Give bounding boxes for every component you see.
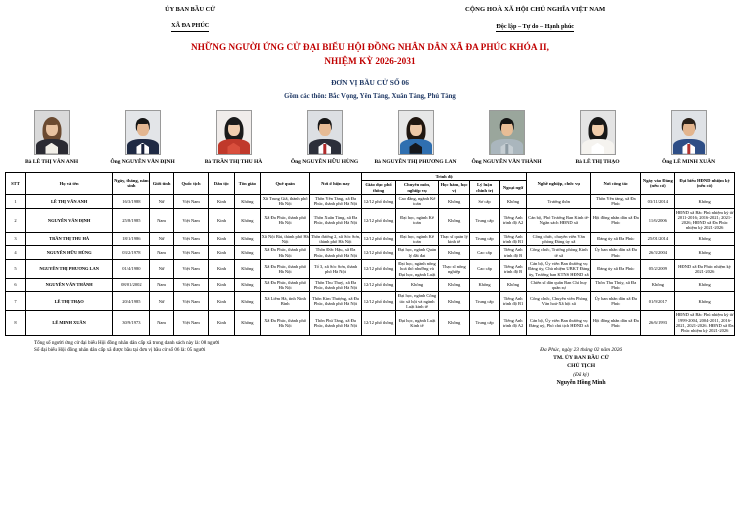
cell-hdnd: HĐND xã Đa Phúc nhiệm kỳ 2021-2026 bbox=[675, 259, 735, 278]
cell-hometown: Xã Đa Phúc, thành phố Hà Nội bbox=[261, 259, 310, 278]
candidate-photo-cell bbox=[643, 110, 734, 166]
cell-hometown: Xã Trung Giã, thành phố Hà Nội bbox=[261, 194, 310, 208]
col-profession: Chuyên môn, nghiệp vụ bbox=[396, 181, 438, 195]
signature-organization: TM. ỦY BAN BẦU CỬ bbox=[553, 354, 610, 361]
table-row bbox=[6, 292, 735, 311]
candidate-portrait bbox=[307, 110, 343, 155]
cell-ethnicity: Kinh bbox=[209, 311, 234, 335]
cell-job: Cán bộ, Ủy viên Ban thường vụ Đảng uỷ, Phó chủ tịch HĐND xã bbox=[527, 311, 591, 335]
cell-political: Sơ cấp bbox=[470, 194, 499, 208]
cell-profession: Không bbox=[396, 278, 438, 292]
cell-sex: Nam bbox=[150, 246, 173, 260]
table-row bbox=[6, 208, 735, 232]
candidate-table bbox=[5, 172, 735, 336]
col-residence: Nơi ở hiện nay bbox=[310, 172, 362, 194]
cell-name: LÊ MINH XUÂN bbox=[25, 311, 112, 335]
cell-dob: 20/4/1985 bbox=[113, 292, 150, 311]
cell-job: Cán bộ, Phó Trưởng Ban Kinh tế-Ngân sách HĐND xã bbox=[527, 208, 591, 232]
cell-education: 12/12 phổ thông bbox=[361, 259, 395, 278]
cell-education: 12/12 phổ thông bbox=[361, 246, 395, 260]
cell-nationality: Việt Nam bbox=[173, 208, 209, 232]
cell-political: Trung cấp bbox=[470, 292, 499, 311]
cell-party-date: 11/6/2006 bbox=[641, 208, 675, 232]
candidate-photo-name: Ông NGUYỄN HỮU HÙNG bbox=[290, 158, 359, 165]
cell-dob: 25/8/1985 bbox=[113, 208, 150, 232]
col-group-level: Trình độ bbox=[361, 172, 527, 180]
cell-stt: 5 bbox=[6, 259, 26, 278]
candidate-photo-cell bbox=[461, 110, 552, 166]
cell-party-date: 05/2/2009 bbox=[641, 259, 675, 278]
col-hdnd-term: Đại biểu HĐND nhiệm kỳ (nếu có) bbox=[675, 172, 735, 194]
col-workplace: Nơi công tác bbox=[591, 172, 641, 194]
cell-dob: 03/2/1978 bbox=[113, 246, 150, 260]
summary-notes bbox=[6, 340, 428, 355]
cell-religion: Không bbox=[234, 259, 261, 278]
cell-residence: Tổ 3, xã Sóc Sơn, thành phố Hà Nội bbox=[310, 259, 362, 278]
cell-political: Cao cấp bbox=[470, 259, 499, 278]
cell-profession: Đại học, ngành Kế toán bbox=[396, 232, 438, 246]
col-hometown: Quê quán bbox=[261, 172, 310, 194]
cell-political: Trung cấp bbox=[470, 311, 499, 335]
col-religion: Tôn giáo bbox=[234, 172, 261, 194]
total-candidates-note: Tổng số người ứng cử đại biểu Hội đồng nhân dân cấp xã trong danh sách này là: 08 người bbox=[34, 339, 220, 346]
cell-education: 12/12 phổ thông bbox=[361, 194, 395, 208]
cell-nationality: Việt Nam bbox=[173, 194, 209, 208]
candidate-portrait bbox=[489, 110, 525, 155]
cell-academic: Không bbox=[438, 246, 470, 260]
electoral-unit-title: ĐƠN VỊ BẦU CỬ SỐ 06 bbox=[331, 78, 409, 88]
cell-religion: Không bbox=[234, 232, 261, 246]
cell-stt: 3 bbox=[6, 232, 26, 246]
cell-academic: Thạc sĩ quản lý kinh tế bbox=[438, 232, 470, 246]
candidate-photo-name: Ông NGUYỄN VĂN ĐỊNH bbox=[110, 158, 175, 165]
cell-name: NGUYỄN VĂN THÀNH bbox=[25, 278, 112, 292]
table-row bbox=[6, 232, 735, 246]
cell-religion: Không bbox=[234, 208, 261, 232]
cell-hdnd: Không bbox=[675, 232, 735, 246]
candidate-photo-name: Bà LÊ THỊ VÂN ANH bbox=[24, 158, 79, 165]
cell-hdnd: HĐND xã Bắc Phú nhiệm kỳ từ 1999-2004, 2004-2011, 2016- 2021, 2021-2026. HĐND xã Đa Phúc nhiệm kỳ 2021-2026 bbox=[675, 312, 734, 334]
cell-language: Tiếng Anh trình độ A2 bbox=[499, 311, 527, 335]
cell-sex: Nam bbox=[150, 278, 173, 292]
national-heading-block bbox=[340, 6, 740, 33]
candidate-photo-strip bbox=[0, 110, 740, 166]
cell-profession: Đại học, ngành Công tác xã hội và ngành Luật kinh tế bbox=[396, 292, 438, 311]
cell-workplace: Đảng ủy xã Đa Phúc bbox=[591, 259, 641, 278]
cell-hdnd: Không bbox=[675, 292, 735, 311]
signatory-name: Nguyễn Hồng Minh bbox=[556, 380, 606, 387]
national-heading-line-2: Độc lập – Tự do – Hạnh phúc bbox=[496, 23, 574, 32]
cell-ethnicity: Kinh bbox=[209, 246, 234, 260]
table-row bbox=[6, 311, 735, 335]
authority-line-2: XÃ ĐA PHÚC bbox=[171, 22, 209, 31]
cell-ethnicity: Kinh bbox=[209, 194, 234, 208]
candidate-portrait bbox=[34, 110, 70, 155]
cell-workplace: Hội đồng nhân dân xã Đa Phúc bbox=[591, 311, 641, 335]
cell-education: 12/12 phổ thông bbox=[361, 311, 395, 335]
electoral-unit-block bbox=[0, 77, 740, 101]
cell-name: LÊ THỊ VÂN ANH bbox=[25, 194, 112, 208]
cell-hdnd: HĐND xã Bắc Phú nhiệm kỳ từ 2011-2016; 2016-2021; 2021-2026; HĐND xã Đa Phúc nhiệm kỳ 2021-2026 bbox=[675, 209, 734, 231]
cell-political: Cao cấp bbox=[470, 246, 499, 260]
cell-party-date: 03/11/2014 bbox=[641, 194, 675, 208]
cell-job: Công chức, chuyên viên Văn phòng Đảng ủy xã bbox=[527, 232, 591, 246]
col-job: Nghề nghiệp, chức vụ bbox=[527, 172, 591, 194]
page-title bbox=[0, 41, 740, 69]
cell-nationality: Việt Nam bbox=[173, 278, 209, 292]
cell-ethnicity: Kinh bbox=[209, 232, 234, 246]
cell-sex: Nữ bbox=[150, 259, 173, 278]
title-line-1: NHỮNG NGƯỜI ỨNG CỬ ĐẠI BIỂU HỘI ĐỒNG NHÂN DÂN XÃ ĐA PHÚC KHÓA II, bbox=[191, 41, 549, 52]
cell-nationality: Việt Nam bbox=[173, 292, 209, 311]
cell-stt: 1 bbox=[6, 194, 26, 208]
cell-academic: Không bbox=[438, 292, 470, 311]
cell-party-date: 26/6/1993 bbox=[641, 311, 675, 335]
cell-language: Tiếng Anh trình độ B1 bbox=[499, 292, 527, 311]
cell-residence: Thôn Yên Tàng, xã Đa Phúc, thành phố Hà Nội bbox=[310, 194, 362, 208]
cell-language: Không bbox=[499, 194, 527, 208]
cell-hometown: Xã Đa Phúc, thành phố Hà Nội bbox=[261, 311, 310, 335]
cell-job: Công chức, Chuyên viên Phòng Văn hoá-Xã hội xã bbox=[527, 292, 591, 311]
candidate-photo-name: Ông LÊ MINH XUÂN bbox=[661, 158, 716, 165]
table-row bbox=[6, 278, 735, 292]
candidate-photo-cell bbox=[188, 110, 279, 166]
cell-religion: Không bbox=[234, 246, 261, 260]
cell-dob: 30/9/1973 bbox=[113, 311, 150, 335]
col-academic: Học hàm, học vị bbox=[438, 181, 470, 195]
signature-role: CHỦ TỊCH bbox=[567, 363, 596, 370]
col-language: Ngoại ngữ bbox=[499, 181, 527, 195]
cell-workplace: Thôn Thu Thủy, xã Đa Phúc bbox=[591, 278, 641, 292]
cell-political: Trung cấp bbox=[470, 232, 499, 246]
candidate-portrait bbox=[125, 110, 161, 155]
cell-sex: Nữ bbox=[150, 232, 173, 246]
cell-job: Chiến sĩ dân quân Ban Chỉ huy quân sự bbox=[527, 278, 591, 292]
cell-academic: Không bbox=[438, 208, 470, 232]
cell-residence: Thôn Thu Thuỷ, xã Đa Phúc, thành phố Hà Nội bbox=[310, 278, 362, 292]
cell-residence: Thôn đường 2, xã Sóc Sơn, thành phố Hà Nội bbox=[310, 233, 361, 245]
cell-workplace: Đảng ủy xã Đa Phúc bbox=[591, 232, 641, 246]
authority-line-1: ỦY BAN BẦU CỬ bbox=[165, 6, 216, 13]
col-political: Lý luận chính trị bbox=[470, 181, 499, 195]
cell-profession: Đại học, ngành Quản lý đất đai bbox=[396, 246, 438, 260]
col-sex: Giới tính bbox=[150, 172, 173, 194]
candidate-photo-name: Bà LÊ THỊ THẠO bbox=[575, 158, 620, 165]
table-body bbox=[6, 194, 735, 335]
cell-political: Trung cấp bbox=[470, 208, 499, 232]
cell-residence: Thôn Kim Thượng, xã Đa Phúc, thành phố Hà Nội bbox=[310, 292, 362, 311]
cell-name: NGUYỄN HỮU HÙNG bbox=[25, 246, 112, 260]
table-header bbox=[6, 172, 735, 194]
cell-workplace: Ủy ban nhân dân xã Đa Phúc bbox=[591, 292, 641, 311]
document-footer bbox=[0, 336, 740, 389]
cell-nationality: Việt Nam bbox=[173, 232, 209, 246]
cell-dob: 01/4/1980 bbox=[113, 259, 150, 278]
col-party-date: Ngày vào Đảng (nếu có) bbox=[641, 172, 675, 194]
cell-dob: 08/01/2002 bbox=[113, 278, 150, 292]
cell-hdnd: Không bbox=[675, 194, 735, 208]
cell-profession: Đại học, ngành Kế toán bbox=[396, 208, 438, 232]
cell-sex: Nữ bbox=[150, 292, 173, 311]
col-nationality: Quốc tịch bbox=[173, 172, 209, 194]
cell-stt: 7 bbox=[6, 292, 26, 311]
cell-stt: 8 bbox=[6, 311, 26, 335]
cell-academic: Không bbox=[438, 278, 470, 292]
cell-dob: 16/3/1988 bbox=[113, 194, 150, 208]
signature-date: Đa Phúc, ngày 23 tháng 02 năm 2026 bbox=[540, 346, 623, 353]
cell-residence: Thôn Đức Hậu, xã Đa Phúc, thành phố Hà Nội bbox=[310, 246, 362, 260]
cell-hometown: Xã Nội Bài, thành phố Hà Nội bbox=[261, 233, 309, 245]
cell-job: Công chức, Trưởng phòng Kinh tế xã bbox=[527, 246, 591, 260]
cell-name: LÊ THỊ THẠO bbox=[25, 292, 112, 311]
cell-language: Tiếng Anh trình độ A2 bbox=[499, 208, 527, 232]
title-line-2: NHIỆM KỲ 2026-2031 bbox=[324, 55, 416, 66]
cell-workplace: Ủy ban nhân dân xã Đa Phúc bbox=[591, 246, 641, 260]
cell-religion: Không bbox=[234, 194, 261, 208]
cell-workplace: Thôn Yên tàng, xã Đa Phúc bbox=[591, 194, 641, 208]
cell-job: Cán bộ, Ủy viên Ban thường vụ Đảng ủy, Chủ nhiệm UBKT Đảng ủy, Trưởng ban KTNS HĐND xã bbox=[528, 260, 590, 277]
candidate-photo-cell bbox=[279, 110, 370, 166]
candidate-photo-cell bbox=[370, 110, 461, 166]
cell-hometown: Xã Đa Phúc, thành phố Hà Nội bbox=[261, 246, 310, 260]
cell-workplace: Hội đồng nhân dân xã Đa Phúc bbox=[591, 208, 641, 232]
cell-hometown: Xã Liêm Hà, tỉnh Ninh Bình bbox=[261, 292, 310, 311]
cell-education: 12/12 phổ thông bbox=[361, 232, 395, 246]
candidate-photo-cell bbox=[552, 110, 643, 166]
seats-note: Số đại biểu Hội đồng nhân dân cấp xã được bầu tại đơn vị bầu cử số 06 là: 05 người bbox=[34, 346, 206, 353]
table-row bbox=[6, 246, 735, 260]
cell-sex: Nam bbox=[150, 311, 173, 335]
table-row bbox=[6, 259, 735, 278]
cell-language: Tiếng Anh trình độ B bbox=[499, 246, 527, 260]
cell-profession: Đại học, ngành Luật Kinh tế bbox=[396, 311, 438, 335]
cell-residence: Thôn Phú Tàng, xã Đa Phúc, thành phố Hà Nội bbox=[310, 311, 362, 335]
candidate-table-wrapper bbox=[0, 172, 740, 336]
cell-sex: Nam bbox=[150, 208, 173, 232]
cell-academic: Không bbox=[438, 311, 470, 335]
cell-language: Tiếng Anh trình độ B bbox=[499, 259, 527, 278]
col-ethnicity: Dân tộc bbox=[209, 172, 234, 194]
cell-stt: 4 bbox=[6, 246, 26, 260]
cell-ethnicity: Kinh bbox=[209, 259, 234, 278]
cell-education: 12/12 phổ thông bbox=[361, 278, 395, 292]
national-heading-line-1: CỘNG HOÀ XÃ HỘI CHỦ NGHĨA VIỆT NAM bbox=[465, 6, 606, 13]
cell-profession: Cao đẳng, ngành Kế toán bbox=[396, 194, 438, 208]
cell-nationality: Việt Nam bbox=[173, 311, 209, 335]
cell-party-date: 25/01/2014 bbox=[641, 232, 675, 246]
col-education: Giáo dục phổ thông bbox=[361, 181, 395, 195]
candidate-portrait bbox=[580, 110, 616, 155]
candidate-photo-cell bbox=[97, 110, 188, 166]
table-header-row-1 bbox=[6, 172, 735, 180]
candidate-portrait bbox=[671, 110, 707, 155]
cell-education: 12/12 phổ thông bbox=[361, 292, 395, 311]
cell-name: NGUYỄN VĂN ĐỊNH bbox=[25, 208, 112, 232]
cell-nationality: Việt Nam bbox=[173, 246, 209, 260]
cell-hdnd: Không bbox=[675, 246, 735, 260]
cell-ethnicity: Kinh bbox=[209, 278, 234, 292]
candidate-photo-cell bbox=[6, 110, 97, 166]
cell-hometown: Xã Đa Phúc, thành phố Hà Nội bbox=[261, 208, 310, 232]
cell-hdnd: Không bbox=[675, 278, 735, 292]
cell-dob: 18/1/1986 bbox=[113, 232, 150, 246]
cell-residence: Thôn Xuân Tàng, xã Đa Phúc, thành phố Hà Nội bbox=[310, 208, 362, 232]
candidate-photo-name: Ông NGUYỄN VĂN THÀNH bbox=[471, 158, 542, 165]
cell-job: Trưởng thôn bbox=[527, 194, 591, 208]
col-dob: Ngày, tháng, năm sinh bbox=[113, 172, 150, 194]
cell-ethnicity: Kinh bbox=[209, 292, 234, 311]
cell-religion: Không bbox=[234, 278, 261, 292]
cell-name: TRẦN THỊ THU HÀ bbox=[25, 232, 112, 246]
candidate-photo-name: Bà TRẦN THỊ THU HÀ bbox=[204, 158, 263, 165]
cell-religion: Không bbox=[234, 311, 261, 335]
cell-language: Tiếng Anh trình độ B1 bbox=[499, 232, 527, 246]
document-header bbox=[0, 0, 740, 33]
col-name: Họ và tên bbox=[25, 172, 112, 194]
cell-hometown: Xã Đa Phúc, thành phố Hà Nội bbox=[261, 278, 310, 292]
signature-seal-note: (Đã ký) bbox=[573, 371, 589, 378]
candidate-portrait bbox=[398, 110, 434, 155]
cell-stt: 6 bbox=[6, 278, 26, 292]
cell-religion: Không bbox=[234, 292, 261, 311]
table-row bbox=[6, 194, 735, 208]
cell-stt: 2 bbox=[6, 208, 26, 232]
cell-ethnicity: Kinh bbox=[209, 208, 234, 232]
cell-language: Không bbox=[499, 278, 527, 292]
electoral-unit-villages: Gồm các thôn: Bắc Vọng, Yên Tàng, Xuân Tàng, Phú Tàng bbox=[284, 92, 456, 100]
signature-block bbox=[428, 340, 734, 389]
cell-party-date: Không bbox=[641, 278, 675, 292]
cell-party-date: 01/9/2017 bbox=[641, 292, 675, 311]
candidate-portrait bbox=[216, 110, 252, 155]
cell-academic: Không bbox=[438, 194, 470, 208]
cell-political: Không bbox=[470, 278, 499, 292]
cell-education: 12/12 phổ thông bbox=[361, 208, 395, 232]
cell-party-date: 26/3/2004 bbox=[641, 246, 675, 260]
candidate-photo-name: Bà NGUYỄN THỊ PHƯƠNG LAN bbox=[374, 158, 457, 165]
cell-nationality: Việt Nam bbox=[173, 259, 209, 278]
issuing-authority-block bbox=[0, 6, 340, 32]
col-stt: STT bbox=[6, 172, 26, 194]
cell-academic: Thạc sĩ nông nghiệp bbox=[438, 259, 470, 278]
cell-sex: Nữ bbox=[150, 194, 173, 208]
cell-profession: Đại học, ngành nông hoá thổ nhưỡng và Đại học, ngành Luật bbox=[396, 259, 438, 278]
cell-name: NGUYỄN THỊ PHƯƠNG LAN bbox=[25, 259, 112, 278]
